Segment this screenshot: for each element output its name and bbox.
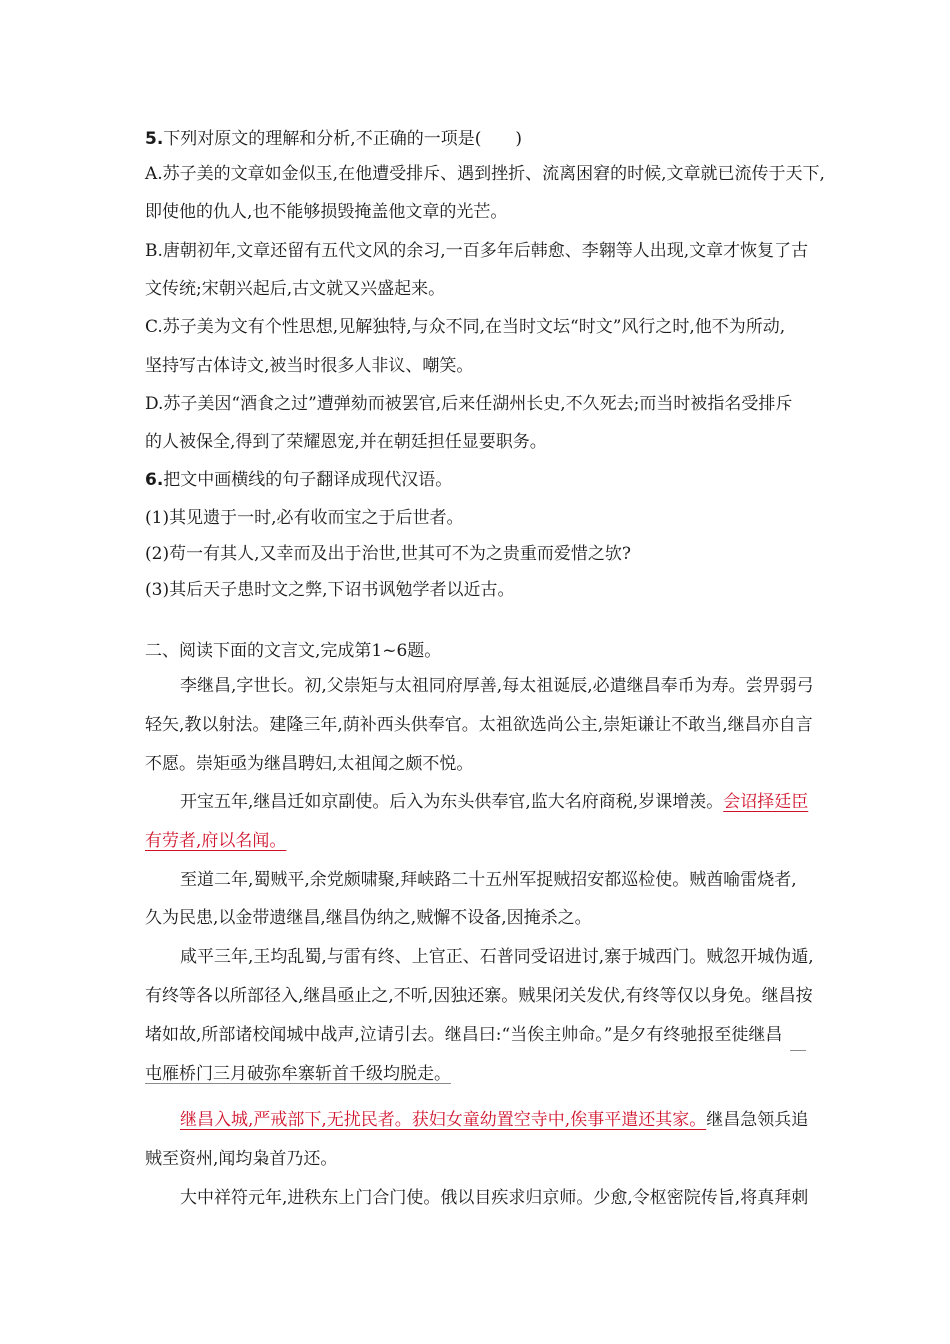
question-text: 把文中画横线的句子翻译成现代汉语。 [163,470,453,490]
passage-p3-line: 至道二年,蜀贼平,余党颇啸聚,拜峡路二十五州军捉贼招安都巡检使。贼酋喻雷烧者, [180,870,797,890]
section-heading: 二、阅读下面的文言文,完成第1~6题。 [145,641,442,661]
translation-item-1: (1)其见遗于一时,必有收而宝之于后世者。 [145,508,464,528]
question-number: 6. [145,470,164,490]
question-6-stem [145,469,452,491]
option-a-line-2: 即使他的仇人,也不能够损毁掩盖他文章的光芒。 [145,202,508,222]
option-b-line-2: 文传统;宋朝兴起后,古文就又兴盛起来。 [145,279,446,299]
option-b-line-1: B.唐朝初年,文章还留有五代文风的余习,一百多年后韩愈、李翱等人出现,文章才恢复了古 [145,241,809,261]
option-a-line-1: A.苏子美的文章如金似玉,在他遭受排斥、遇到挫折、流离困窘的时候,文章就已流传于天下, [145,164,825,184]
option-d-line-1: D.苏子美因“酒食之过”遭弹劾而被罢官,后来任湖州长史,不久死去;而当时被指名受排斥 [145,394,793,414]
passage-text: 继昌急领兵追 [706,1110,809,1130]
passage-text: 开宝五年,继昌迁如京副使。后入为东头供奉官,监大名府商税,岁课增羡。 [180,792,724,812]
passage-p1-line: 不愿。崇矩亟为继昌聘妇,太祖闻之颇不悦。 [145,754,474,774]
passage-p5-line: 贼至资州,闻均枭首乃还。 [145,1149,338,1169]
underlined-sentence: 会诏择廷臣 [723,792,809,812]
question-5-stem [145,128,522,150]
option-c-line-1: C.苏子美为文有个性思想,见解独特,与众不同,在当时文坛“时文”风行之时,他不为所动, [145,317,786,337]
underlined-sentence: 继昌入城,严戒部下,无扰民者。获妇女童幼置空寺中,俟事平遣还其家。 [180,1110,707,1130]
passage-p4-line: 堵如故,所部诸校闻城中战声,泣请引去。继昌曰:“当俟主帅命。”是夕有终驰报至徙继昌 [145,1025,783,1045]
passage-p4-line: 屯雁桥门三月破弥牟寨斩首千级均脱走。 [145,1064,451,1084]
passage-p4-line: 咸平三年,王均乱蜀,与雷有终、上官正、石普同受诏进讨,寨于城西门。贼忽开城伪遁, [180,947,814,967]
translation-item-3: (3)其后天子患时文之弊,下诏书讽勉学者以近古。 [145,580,515,600]
blank-underline [790,1050,806,1051]
passage-p1-line: 李继昌,字世长。初,父崇矩与太祖同府厚善,每太祖诞辰,必遣继昌奉币为寿。尝畀弱弓 [180,676,814,696]
passage-p4-line: 有终等各以所部径入,继昌亟止之,不听,因独还寨。贼果闭关发伏,有终等仅以身免。继昌按 [145,986,813,1006]
passage-p1-line: 轻矢,教以射法。建隆三年,荫补西头供奉官。太祖欲选尚公主,崇矩谦让不敢当,继昌亦自言 [145,715,813,735]
passage-p6-line: 大中祥符元年,进秩东上门合门使。俄以目疾求归京师。少愈,令枢密院传旨,将真拜刺 [180,1188,809,1208]
option-d-line-2: 的人被保全,得到了荣耀恩宠,并在朝廷担任显要职务。 [145,432,547,452]
passage-p2-line [180,791,808,813]
underlined-sentence: 有劳者,府以名闻。 [145,831,287,851]
option-c-line-2: 坚持写古体诗文,被当时很多人非议、嘲笑。 [145,356,474,376]
question-text: 下列对原文的理解和分析,不正确的一项是( ) [163,129,522,149]
question-number: 5. [145,129,164,149]
passage-p5-line [180,1109,808,1131]
translation-item-2: (2)苟一有其人,又幸而及出于治世,世其可不为之贵重而爱惜之欤? [145,544,632,564]
passage-p3-line: 久为民患,以金带遗继昌,继昌伪纳之,贼懈不设备,因掩杀之。 [145,908,592,928]
